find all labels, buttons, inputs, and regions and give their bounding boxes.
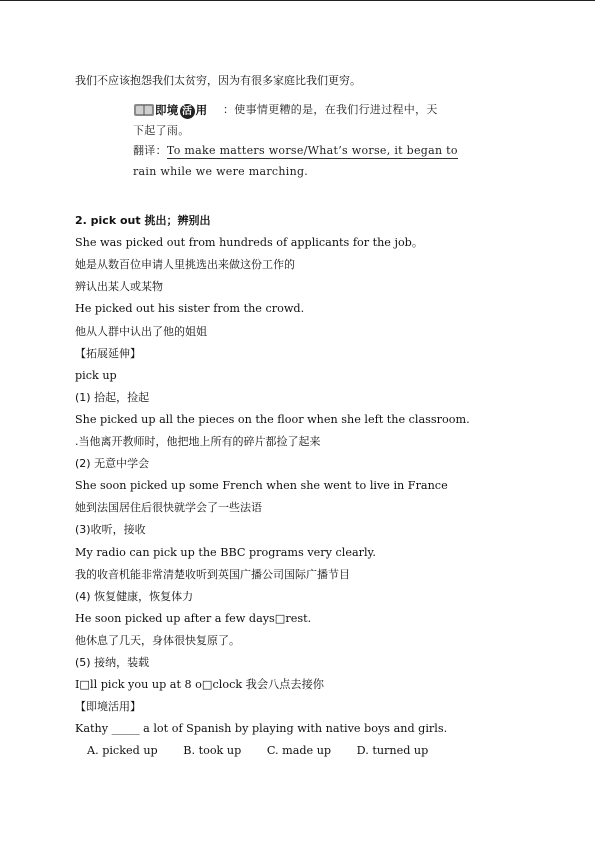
translation-label: 翻译： xyxy=(133,144,167,158)
callout-row-1 xyxy=(133,100,493,121)
body-line: 我的收音机能非常清楚收听到英国广播公司国际广播节目 xyxy=(75,567,350,581)
section-body xyxy=(75,232,535,740)
callout-prompt-2: 下起了雨。 xyxy=(133,123,190,137)
body-line: She picked up all the pieces on the floor when she left the classroom. xyxy=(75,412,470,426)
body-line: (1) 拾起，捡起 xyxy=(75,390,150,404)
body-line: .当他离开教师时，他把地上所有的碎片都捡了起来 xyxy=(75,435,321,449)
body-line: 她是从数百位申请人里挑选出来做这份工作的 xyxy=(75,258,295,272)
option-a: A. picked up xyxy=(87,744,158,758)
answer-options xyxy=(75,740,535,762)
body-line: 她到法国居住后很快就学会了一些法语 xyxy=(75,501,262,515)
body-line: (5) 接纳，装载 xyxy=(75,655,150,669)
body-line: She soon picked up some French when she went to live in France xyxy=(75,479,448,493)
option-c: C. made up xyxy=(266,744,332,758)
body-line: He picked out his sister from the crowd. xyxy=(75,302,305,316)
section-heading: 2. pick out 挑出；辨别出 xyxy=(75,214,211,228)
body-line: (2) 无意中学会 xyxy=(75,457,150,471)
body-line: He soon picked up after a few days□rest. xyxy=(75,611,312,625)
practice-callout xyxy=(133,92,493,188)
extension-heading: 【拓展延伸】 xyxy=(75,346,141,360)
body-line: 他从人群中认出了他的姐姐 xyxy=(75,324,207,338)
body-line: (3)收听，接收 xyxy=(75,523,146,537)
document-page xyxy=(75,70,535,762)
body-line: pick up xyxy=(75,368,117,382)
body-line: She was picked out from hundreds of applicants for the job。 xyxy=(75,236,424,250)
question-line: Kathy _____ a lot of Spanish by playing with native boys and girls. xyxy=(75,722,448,736)
body-line: My radio can pick up the BBC programs very clearly. xyxy=(75,545,376,559)
option-b: B. took up xyxy=(183,744,242,758)
body-line: (4) 恢复健康，恢复体力 xyxy=(75,589,194,603)
translation-answer: To make matters worse/What’s worse, it began to xyxy=(166,144,458,158)
body-line: 他休息了几天，身体很快复原了。 xyxy=(75,633,240,647)
callout-translation xyxy=(133,141,493,162)
badge-label: 即境 活 用 xyxy=(155,103,208,118)
spacer xyxy=(75,188,535,210)
intro-line: 我们不应该抱怨我们太贫穷，因为有很多家庭比我们更穷。 xyxy=(75,74,361,87)
practice-badge xyxy=(133,101,223,119)
practice-heading: 【即境活用】 xyxy=(75,700,141,714)
callout-prompt-1: ：使事情更糟的是，在我们行进过程中，天 xyxy=(223,103,438,117)
huo-circle-icon: 活 xyxy=(180,104,195,119)
callout-translation-2: rain while we were marching. xyxy=(133,164,309,178)
body-line: I□ll pick you up at 8 o□clock 我会八点去接你 xyxy=(75,678,324,692)
book-icon xyxy=(133,102,155,118)
top-rule xyxy=(0,0,595,1)
option-d: D. turned up xyxy=(356,744,429,758)
body-line: 辨认出某人或某物 xyxy=(75,280,163,294)
